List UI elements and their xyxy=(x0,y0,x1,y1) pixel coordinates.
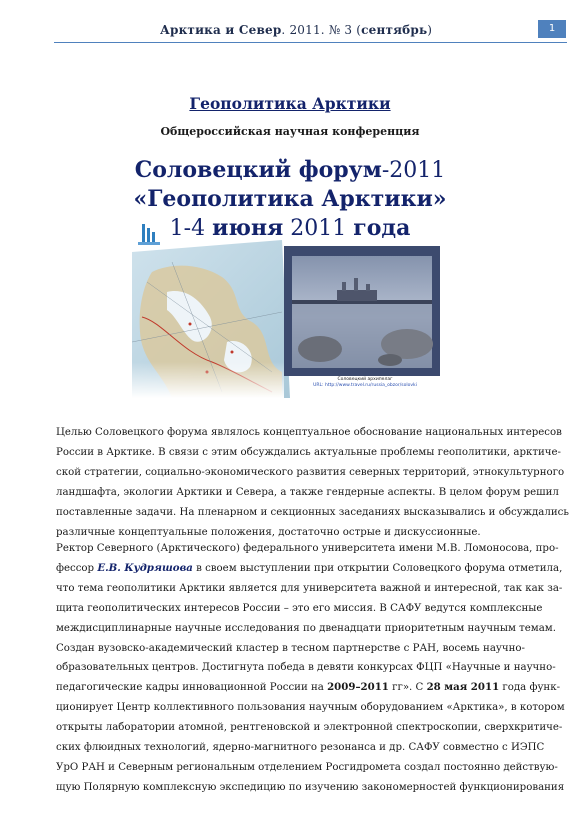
section-title: Геополитика Арктики xyxy=(189,94,391,113)
paragraph-line xyxy=(56,559,563,579)
paragraph-line: щую Полярную комплексную экспедицию по изучению закономерностей функционирования xyxy=(56,781,565,793)
small-building-icon xyxy=(138,224,160,245)
paragraph-line: Ректор Северного (Арктического) федерального университета имени М.В. Ломоносова, про- xyxy=(56,543,559,554)
rector-name: Е.В. Кудряшова xyxy=(97,561,193,574)
paragraph-line: ских флюидных технологий, ядерно-магнитного резонанса и др. САФУ совместно с ИЭПС xyxy=(56,742,545,754)
date-bold: 28 мая 2011 xyxy=(426,681,500,694)
paragraph-line: открыты лаборатории атомной, рентгеновской и электронной спектроскопии, сверхкритиче- xyxy=(56,722,563,734)
page-number: 1 xyxy=(538,20,566,38)
paragraph-line: УрО РАН и Северным региональным отделением Росгидромета создал постоянно действую- xyxy=(56,761,558,773)
paragraph-rector-speech xyxy=(56,539,565,798)
years-bold: 2009–2011 xyxy=(327,681,389,694)
journal-header-title xyxy=(160,23,432,37)
text-run: педагогические кадры инновационной России на xyxy=(56,682,328,694)
text-run: гг». С xyxy=(388,682,427,694)
issue-info: . 2011. № 3 ( xyxy=(281,23,362,37)
solovetsky-photo xyxy=(292,256,433,368)
paragraph-line: ландшафта, экологии Арктики и Севера, а также гендерные аспекты. В целом форум решил xyxy=(56,486,559,498)
forum-theme-line xyxy=(0,185,580,214)
paragraph-line: междисциплинарные научные исследования по двенадцати приоритетным научным темам. xyxy=(56,622,556,634)
paragraph-line: Создан вузовско-академический кластер в тесном партнерстве с РАН, восемь научно- xyxy=(56,642,525,654)
photo-caption xyxy=(285,377,445,388)
forum-dates-month: июня xyxy=(212,215,284,241)
forum-name-line xyxy=(0,156,580,185)
photo-caption-url[interactable]: URL: http://www.travel.ru/russia_obzor/solovki xyxy=(313,383,417,388)
paragraph-line: щита геополитических интересов России – это его миссия. В САФУ ведутся комплексные xyxy=(56,602,543,614)
header-divider xyxy=(54,42,567,43)
forum-name: Соловецкий форум xyxy=(134,157,382,183)
running-header xyxy=(0,20,580,42)
conference-subtitle: Общероссийская научная конференция xyxy=(160,125,420,138)
paragraph-line: Целью Соловецкого форума являлось концептуальное обоснование национальных интересов xyxy=(56,427,562,438)
forum-dates-year: 2011 xyxy=(283,216,354,241)
paragraph-line: образовательных центров. Достигнута победа в девяти конкурсах ФЦП «Научные и научно- xyxy=(56,662,556,674)
text-run: фессор xyxy=(56,562,98,574)
paragraph-line: что тема геополитики Арктики является для университета важной и интересной, так как за- xyxy=(56,582,563,594)
forum-year: -2011 xyxy=(381,158,446,183)
text-run: года функ- xyxy=(499,682,561,694)
forum-dates-word: года xyxy=(353,215,411,241)
journal-name: Арктика и Север xyxy=(160,23,282,37)
paragraph-line: ционирует Центр коллективного пользования научным оборудованием «Арктика», в котором xyxy=(56,702,565,714)
issue-close: ) xyxy=(427,23,433,37)
issue-month: сентябрь xyxy=(361,23,428,37)
paragraph-line: поставленные задачи. На пленарном и секционных заседаниях высказывались и обсуждались xyxy=(56,506,569,518)
text-run: в своем выступлении при открытии Соловецкого форума отметила, xyxy=(192,562,563,574)
paragraph-line: ской стратегии, социально-экономического развития северных территорий, этнокультурного xyxy=(56,466,565,478)
banner-collage xyxy=(132,222,457,398)
forum-theme: «Геополитика Арктики» xyxy=(133,186,447,212)
paragraph-forum-goals xyxy=(56,423,569,542)
photo-caption-title: Соловецкий архипелаг xyxy=(337,377,393,382)
paragraph-line: различные концептуальные положения, достаточно острые и дискуссионные. xyxy=(56,526,481,538)
paragraph-line xyxy=(56,678,561,698)
forum-dates-num: 1-4 xyxy=(169,216,213,241)
paragraph-line: России в Арктике. В связи с этим обсуждались актуальные проблемы геополитики, арктиче- xyxy=(56,446,561,458)
forum-banner-image xyxy=(132,222,457,398)
